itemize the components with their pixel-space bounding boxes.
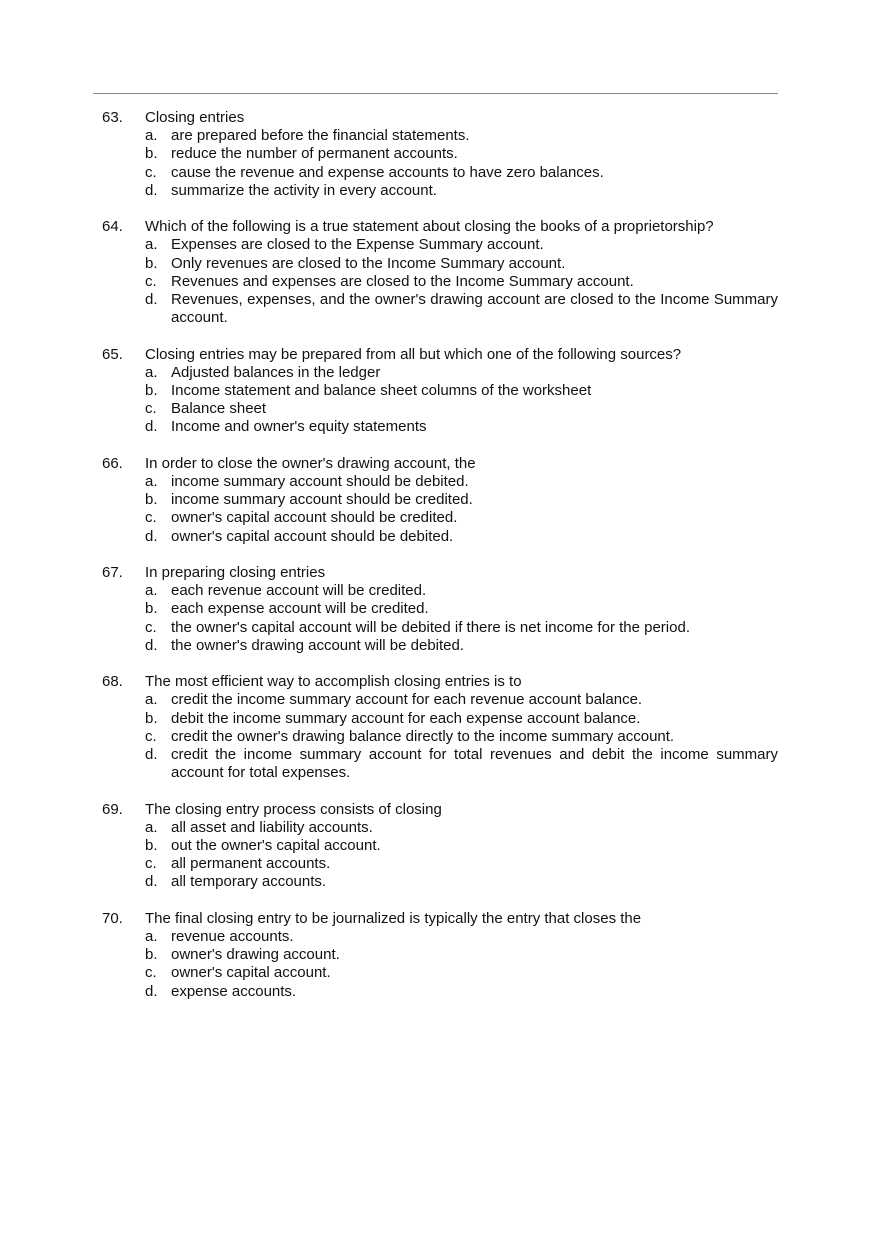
choice-letter: c.: [145, 855, 157, 873]
choice-letter: c.: [145, 163, 157, 181]
choice-letter: b.: [145, 254, 158, 272]
answer-choice: [102, 273, 778, 291]
choice-text: credit the owner's drawing balance directly to the income summary account.: [171, 727, 675, 745]
choice-letter: b.: [145, 946, 158, 964]
choice-letter: a.: [145, 691, 158, 709]
question-header: [102, 801, 778, 819]
choice-text: are prepared before the financial statements.: [171, 127, 470, 145]
answer-choice: [102, 837, 778, 855]
choice-letter: b.: [145, 382, 158, 400]
choice-text: cause the revenue and expense accounts to have zero balances.: [171, 163, 604, 181]
choice-letter: a.: [145, 236, 158, 254]
question-header: [102, 109, 778, 127]
choice-letter: d.: [145, 291, 158, 309]
answer-choice: [102, 819, 778, 837]
choice-text: Income and owner's equity statements: [171, 418, 427, 436]
answer-choices: [102, 473, 778, 546]
answer-choice: [102, 236, 778, 254]
answer-choice: [102, 164, 778, 182]
choice-text: all temporary accounts.: [171, 873, 327, 891]
answer-choices: [102, 364, 778, 437]
choice-letter: b.: [145, 145, 158, 163]
question-number: 68.: [102, 673, 123, 691]
choice-letter: d.: [145, 527, 158, 545]
question-header: [102, 455, 778, 473]
answer-choice: [102, 928, 778, 946]
answer-choice: [102, 691, 778, 709]
answer-choice: [102, 964, 778, 982]
answer-choice: [102, 182, 778, 200]
choice-text: out the owner's capital account.: [171, 837, 381, 855]
choice-text: Revenues, expenses, and the owner's drawing account are closed to the Income Summary account.: [171, 291, 778, 327]
choice-text: summarize the activity in every account.: [171, 181, 437, 199]
answer-choice: [102, 728, 778, 746]
choice-text: expense accounts.: [171, 982, 297, 1000]
answer-choice: [102, 582, 778, 600]
answer-choice: [102, 255, 778, 273]
choice-text: income summary account should be credited.: [171, 491, 473, 509]
question-number: 70.: [102, 909, 123, 927]
answer-choice: [102, 145, 778, 163]
choice-text: owner's capital account should be debited.: [171, 527, 454, 545]
header-divider: [93, 93, 778, 94]
choice-text: owner's drawing account.: [171, 946, 340, 964]
question-header: [102, 910, 778, 928]
question-stem: Closing entries may be prepared from all but which one of the following sources?: [145, 345, 682, 363]
question-70: [102, 910, 778, 1001]
answer-choice: [102, 946, 778, 964]
question-stem: Which of the following is a true statement about closing the books of a proprietorship?: [145, 218, 714, 236]
question-number: 64.: [102, 218, 123, 236]
question-64: [102, 218, 778, 327]
choice-text: Balance sheet: [171, 400, 267, 418]
question-67: [102, 564, 778, 655]
choice-letter: b.: [145, 600, 158, 618]
answer-choice: [102, 855, 778, 873]
answer-choice: [102, 364, 778, 382]
question-stem: The closing entry process consists of closing: [145, 800, 442, 818]
choice-letter: b.: [145, 709, 158, 727]
answer-choice: [102, 528, 778, 546]
question-stem: Closing entries: [145, 109, 245, 126]
choice-letter: c.: [145, 272, 157, 290]
answer-choice: [102, 710, 778, 728]
choice-letter: a.: [145, 473, 158, 491]
answer-choices: [102, 928, 778, 1001]
choice-text: revenue accounts.: [171, 928, 294, 946]
answer-choice: [102, 382, 778, 400]
question-stem: In order to close the owner's drawing account, the: [145, 454, 476, 472]
choice-letter: a.: [145, 818, 158, 836]
choice-text: debit the income summary account for each expense account balance.: [171, 709, 641, 727]
answer-choices: [102, 236, 778, 327]
choice-letter: c.: [145, 509, 157, 527]
choice-letter: d.: [145, 982, 158, 1000]
question-header: [102, 346, 778, 364]
choice-letter: a.: [145, 127, 158, 145]
choice-letter: a.: [145, 363, 158, 381]
choice-text: Income statement and balance sheet columns of the worksheet: [171, 382, 592, 400]
question-number: 67.: [102, 564, 123, 582]
question-header: [102, 218, 778, 236]
answer-choice: [102, 418, 778, 436]
choice-text: Revenues and expenses are closed to the Income Summary account.: [171, 272, 634, 290]
choice-letter: a.: [145, 928, 158, 946]
question-number: 63.: [102, 109, 123, 126]
answer-choice: [102, 400, 778, 418]
question-number: 66.: [102, 454, 123, 472]
choice-text: the owner's drawing account will be debited.: [171, 636, 465, 654]
question-stem: The most efficient way to accomplish closing entries is to: [145, 673, 522, 691]
question-68: [102, 673, 778, 782]
answer-choice: [102, 291, 778, 327]
choice-text: Adjusted balances in the ledger: [171, 363, 381, 381]
answer-choice: [102, 127, 778, 145]
answer-choice: [102, 509, 778, 527]
choice-letter: b.: [145, 491, 158, 509]
question-69: [102, 801, 778, 892]
choice-text: owner's capital account.: [171, 964, 331, 982]
choice-text: reduce the number of permanent accounts.: [171, 145, 458, 163]
choice-letter: c.: [145, 400, 157, 418]
answer-choices: [102, 819, 778, 892]
answer-choice: [102, 491, 778, 509]
answer-choice: [102, 873, 778, 891]
question-header: [102, 564, 778, 582]
choice-letter: c.: [145, 618, 157, 636]
choice-letter: a.: [145, 582, 158, 600]
choice-text: Expenses are closed to the Expense Summary account.: [171, 236, 544, 254]
choice-text: the owner's capital account will be debited if there is net income for the period.: [171, 618, 690, 636]
answer-choice: [102, 983, 778, 1001]
answer-choice: [102, 600, 778, 618]
question-number: 69.: [102, 800, 123, 818]
choice-letter: d.: [145, 418, 158, 436]
question-65: [102, 346, 778, 437]
choice-letter: b.: [145, 837, 158, 855]
choice-text: owner's capital account should be credited.: [171, 509, 458, 527]
choice-text: Only revenues are closed to the Income Summary account.: [171, 254, 566, 272]
choice-text: all asset and liability accounts.: [171, 818, 373, 836]
choice-text: credit the income summary account for total revenues and debit the income summary account for total expenses.: [171, 746, 778, 782]
choice-letter: c.: [145, 727, 157, 745]
choice-text: each revenue account will be credited.: [171, 582, 427, 600]
choice-letter: c.: [145, 964, 157, 982]
answer-choices: [102, 582, 778, 655]
answer-choice: [102, 637, 778, 655]
question-stem: In preparing closing entries: [145, 564, 326, 582]
question-63: [102, 109, 778, 200]
answer-choices: [102, 127, 778, 200]
question-stem: The final closing entry to be journalized is typically the entry that closes the: [145, 909, 642, 927]
choice-text: each expense account will be credited.: [171, 600, 429, 618]
answer-choice: [102, 619, 778, 637]
choice-text: income summary account should be debited.: [171, 473, 469, 491]
question-66: [102, 455, 778, 546]
choice-letter: d.: [145, 636, 158, 654]
choice-letter: d.: [145, 746, 158, 764]
choice-text: all permanent accounts.: [171, 855, 331, 873]
answer-choice: [102, 473, 778, 491]
answer-choice: [102, 746, 778, 782]
choice-text: credit the income summary account for each revenue account balance.: [171, 691, 643, 709]
question-list: [102, 109, 778, 1019]
answer-choices: [102, 691, 778, 782]
choice-letter: d.: [145, 181, 158, 199]
question-header: [102, 673, 778, 691]
choice-letter: d.: [145, 873, 158, 891]
question-number: 65.: [102, 345, 123, 363]
